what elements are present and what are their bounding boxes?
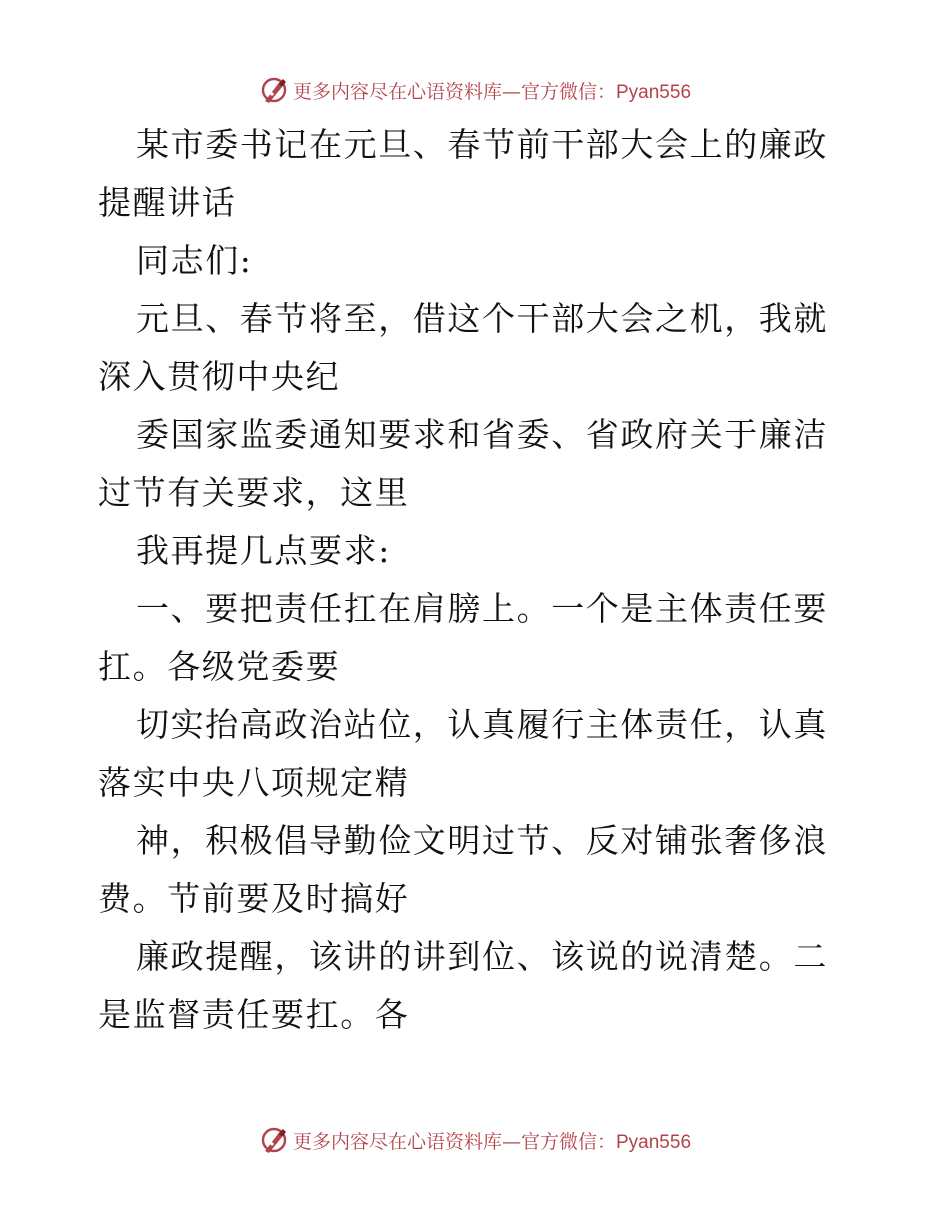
header-banner-text bbox=[293, 77, 691, 104]
title-line-2: 醒讲话 bbox=[132, 183, 237, 222]
document-body bbox=[98, 116, 858, 1044]
footer-banner-wechat-id: Pyan556 bbox=[616, 1131, 692, 1153]
footer-watermark-banner bbox=[0, 1120, 950, 1160]
pen-logo-icon bbox=[259, 75, 289, 105]
header-watermark-banner bbox=[0, 70, 950, 110]
header-banner-label: 更多内容尽在心语资料库—官方微信： bbox=[292, 80, 616, 103]
paragraph-6: 神，积极倡导勤俭文明过节、反对铺张奢侈浪费。节前要及时搞好 bbox=[98, 821, 828, 918]
footer-banner-text bbox=[293, 1127, 691, 1154]
document-title bbox=[98, 116, 858, 232]
paragraph-3: 我再提几点要求: bbox=[136, 531, 391, 570]
paragraph-1: 元旦、春节将至，借这个干部大会之机，我就深入贯彻中央纪 bbox=[98, 299, 828, 396]
paragraph-salutation: 同志们: bbox=[136, 241, 253, 280]
footer-banner-label: 更多内容尽在心语资料库—官方微信： bbox=[292, 1130, 616, 1153]
paragraph-5: 切实抬高政治站位，认真履行主体责任，认真落实中央八项规定精 bbox=[98, 705, 828, 802]
paragraph-4: 一、要把责任扛在肩膀上。一个是主体责任要扛。各级党委要 bbox=[98, 589, 828, 686]
paragraph-7: 廉政提醒，该讲的讲到位、该说的说清楚。二是监督责任要扛。各 bbox=[98, 937, 828, 1034]
header-banner-wechat-id: Pyan556 bbox=[616, 81, 692, 103]
pen-logo-icon bbox=[259, 1125, 289, 1155]
paragraph-2: 委国家监委通知要求和省委、省政府关于廉洁过节有关要求，这里 bbox=[98, 415, 828, 512]
title-line-1: 某市委书记在元旦、春节前干部大会上的廉政提 bbox=[98, 125, 828, 222]
